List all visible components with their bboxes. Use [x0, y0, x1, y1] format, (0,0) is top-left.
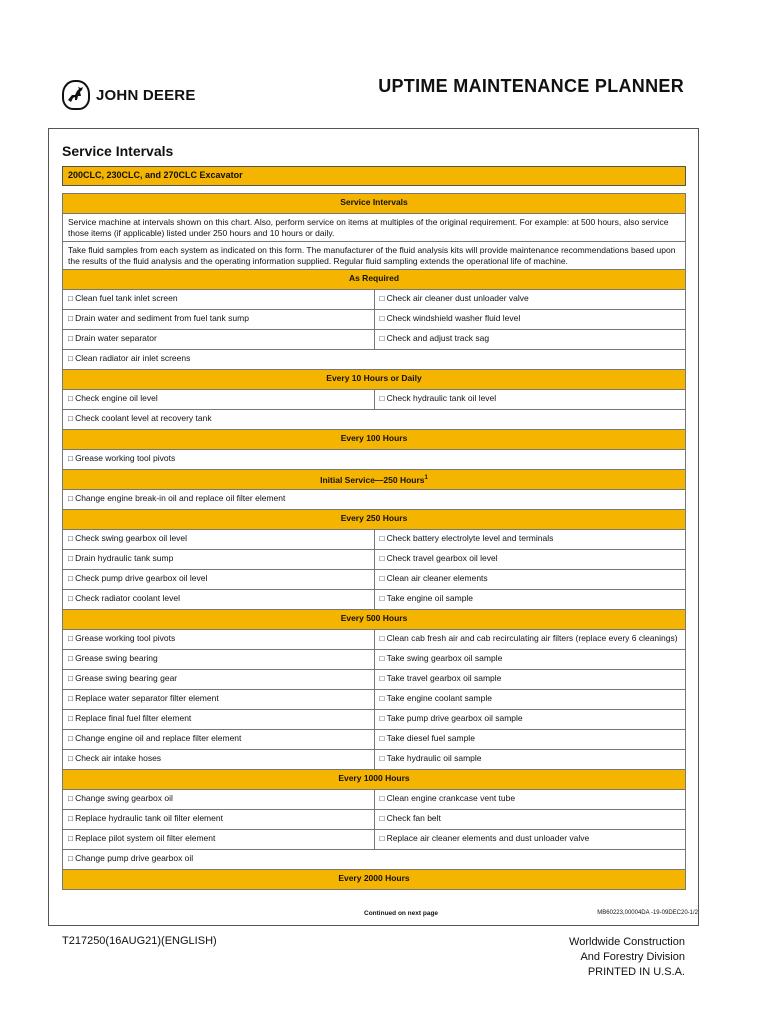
- task-cell: [63, 650, 375, 670]
- interval-title: Every 2000 Hours: [338, 873, 410, 883]
- checkbox-icon[interactable]: □: [379, 394, 387, 403]
- task-cell: [374, 570, 686, 590]
- section-title: Service Intervals: [62, 143, 174, 159]
- task-label: Replace water separator filter element: [75, 693, 219, 703]
- task-row: [63, 850, 686, 870]
- checkbox-icon[interactable]: □: [68, 594, 76, 603]
- task-cell: [374, 790, 686, 810]
- checkbox-icon[interactable]: □: [68, 754, 76, 763]
- task-cell: [374, 290, 686, 310]
- interval-header-row: [63, 470, 686, 490]
- task-row: [63, 690, 686, 710]
- checkbox-icon[interactable]: □: [68, 734, 76, 743]
- interval-title: Initial Service—250 Hours: [320, 474, 425, 485]
- task-label: Drain hydraulic tank sump: [75, 553, 174, 563]
- interval-header: [63, 270, 686, 290]
- footer-division: [569, 935, 685, 980]
- task-label: Check swing gearbox oil level: [75, 533, 188, 543]
- checkbox-icon[interactable]: □: [68, 314, 76, 323]
- task-label: Grease working tool pivots: [75, 453, 176, 463]
- checkbox-icon[interactable]: □: [379, 674, 387, 683]
- checkbox-icon[interactable]: □: [68, 834, 76, 843]
- intro-paragraph: Service machine at intervals shown on this chart. Also, perform service on items at multiples of the original requirement. For example: at 500 hours, also service those items (if applicable) listed under 250 hours and 10 hours or daily.: [63, 214, 686, 242]
- checkbox-icon[interactable]: □: [68, 854, 76, 863]
- task-label: Replace pilot system oil filter element: [75, 833, 216, 843]
- task-label: Grease swing bearing gear: [75, 673, 178, 683]
- task-cell: [374, 590, 686, 610]
- task-label: Grease working tool pivots: [75, 633, 176, 643]
- interval-header: [63, 510, 686, 530]
- task-label: Take engine coolant sample: [386, 693, 492, 703]
- interval-header-row: [63, 194, 686, 214]
- checkbox-icon[interactable]: □: [68, 494, 76, 503]
- task-label: Change swing gearbox oil: [75, 793, 173, 803]
- task-label: Check pump drive gearbox oil level: [75, 573, 208, 583]
- checkbox-icon[interactable]: □: [379, 754, 387, 763]
- checkbox-icon[interactable]: □: [379, 314, 387, 323]
- task-row: [63, 810, 686, 830]
- task-cell: [63, 830, 375, 850]
- interval-header-row: [63, 270, 686, 290]
- task-row: [63, 290, 686, 310]
- interval-header: [63, 370, 686, 390]
- interval-header: [63, 870, 686, 890]
- task-label: Clean fuel tank inlet screen: [75, 293, 178, 303]
- document-id: MB60223,00004DA -19-09DEC20-1/2: [597, 910, 698, 916]
- task-cell: [374, 330, 686, 350]
- interval-header: [63, 610, 686, 630]
- task-row: [63, 710, 686, 730]
- task-row: [63, 550, 686, 570]
- task-label: Check battery electrolyte level and terminals: [386, 533, 554, 543]
- task-label: Clean air cleaner elements: [386, 573, 488, 583]
- checkbox-icon[interactable]: □: [379, 654, 387, 663]
- task-cell: [374, 550, 686, 570]
- footer-line: And Forestry Division: [580, 951, 685, 963]
- checkbox-icon[interactable]: □: [68, 414, 76, 423]
- task-row: [63, 830, 686, 850]
- task-cell: [63, 410, 686, 430]
- checkbox-icon[interactable]: □: [379, 634, 387, 643]
- task-row: [63, 350, 686, 370]
- task-row: [63, 790, 686, 810]
- interval-header: [63, 470, 686, 490]
- task-cell: [63, 810, 375, 830]
- task-label: Check travel gearbox oil level: [386, 553, 498, 563]
- task-label: Change engine break-in oil and replace oil filter element: [75, 493, 286, 503]
- task-row: [63, 750, 686, 770]
- interval-header: [63, 770, 686, 790]
- task-row: [63, 730, 686, 750]
- task-cell: [63, 710, 375, 730]
- checkbox-icon[interactable]: □: [379, 714, 387, 723]
- service-intervals-table: [62, 193, 686, 890]
- task-cell: [374, 730, 686, 750]
- checkbox-icon[interactable]: □: [68, 654, 76, 663]
- task-row: [63, 310, 686, 330]
- checkbox-icon[interactable]: □: [68, 814, 76, 823]
- checkbox-icon[interactable]: □: [379, 534, 387, 543]
- task-cell: [63, 630, 375, 650]
- task-label: Take engine oil sample: [386, 593, 474, 603]
- task-label: Change engine oil and replace filter element: [75, 733, 242, 743]
- interval-header: [63, 194, 686, 214]
- task-cell: [63, 750, 375, 770]
- interval-title: Every 10 Hours or Daily: [326, 373, 422, 383]
- task-cell: [63, 690, 375, 710]
- task-label: Take travel gearbox oil sample: [386, 673, 502, 683]
- checkbox-icon[interactable]: □: [68, 694, 76, 703]
- task-label: Check engine oil level: [75, 393, 158, 403]
- task-row: [63, 390, 686, 410]
- task-cell: [374, 670, 686, 690]
- task-row: [63, 570, 686, 590]
- intro-row: [63, 214, 686, 242]
- task-label: Replace final fuel filter element: [75, 713, 192, 723]
- task-label: Change pump drive gearbox oil: [75, 853, 194, 863]
- footer-line: PRINTED IN U.S.A.: [587, 966, 685, 978]
- task-cell: [63, 730, 375, 750]
- task-label: Drain water separator: [75, 333, 157, 343]
- task-label: Check fan belt: [386, 813, 441, 823]
- task-label: Check radiator coolant level: [75, 593, 180, 603]
- checkbox-icon[interactable]: □: [379, 594, 387, 603]
- checkbox-icon[interactable]: □: [68, 354, 76, 363]
- footer-line: Worldwide Construction: [569, 936, 685, 948]
- task-cell: [374, 310, 686, 330]
- checkbox-icon[interactable]: □: [68, 294, 76, 303]
- task-cell: [374, 630, 686, 650]
- task-cell: [63, 290, 375, 310]
- task-row: [63, 590, 686, 610]
- task-label: Check and adjust track sag: [386, 333, 490, 343]
- checkbox-icon[interactable]: □: [68, 794, 76, 803]
- task-cell: [63, 550, 375, 570]
- checkbox-icon[interactable]: □: [68, 334, 76, 343]
- footnote-marker: 1: [424, 475, 428, 481]
- interval-title: Every 100 Hours: [340, 433, 408, 443]
- interval-title: Every 500 Hours: [340, 613, 408, 623]
- task-label: Take hydraulic oil sample: [386, 753, 482, 763]
- task-cell: [374, 830, 686, 850]
- task-cell: [374, 750, 686, 770]
- checkbox-icon[interactable]: □: [68, 714, 76, 723]
- task-label: Clean cab fresh air and cab recirculating air filters (replace every 6 cleanings): [386, 633, 678, 643]
- interval-header-row: [63, 870, 686, 890]
- checkbox-icon[interactable]: □: [68, 634, 76, 643]
- task-cell: [63, 530, 375, 550]
- task-cell: [63, 590, 375, 610]
- interval-title: Every 250 Hours: [340, 513, 408, 523]
- checkbox-icon[interactable]: □: [68, 394, 76, 403]
- task-cell: [374, 710, 686, 730]
- task-label: Check coolant level at recovery tank: [75, 413, 212, 423]
- interval-title: Service Intervals: [340, 197, 408, 207]
- task-row: [63, 670, 686, 690]
- model-bar: 200CLC, 230CLC, and 270CLC Excavator: [62, 166, 686, 186]
- task-cell: [63, 390, 375, 410]
- interval-title: Every 1000 Hours: [338, 773, 410, 783]
- page-title: UPTIME MAINTENANCE PLANNER: [378, 76, 684, 96]
- task-label: Take pump drive gearbox oil sample: [386, 713, 523, 723]
- task-label: Grease swing bearing: [75, 653, 158, 663]
- task-row: [63, 490, 686, 510]
- interval-header-row: [63, 610, 686, 630]
- checkbox-icon[interactable]: □: [68, 554, 76, 563]
- task-label: Replace air cleaner elements and dust unloader valve: [386, 833, 590, 843]
- task-label: Replace hydraulic tank oil filter element: [75, 813, 223, 823]
- checkbox-icon[interactable]: □: [379, 694, 387, 703]
- checkbox-icon[interactable]: □: [379, 834, 387, 843]
- checkbox-icon[interactable]: □: [379, 734, 387, 743]
- interval-title: As Required: [348, 273, 400, 283]
- task-cell: [374, 530, 686, 550]
- task-label: Drain water and sediment from fuel tank sump: [75, 313, 249, 323]
- checkbox-icon[interactable]: □: [68, 574, 76, 583]
- task-label: Take diesel fuel sample: [386, 733, 475, 743]
- task-cell: [63, 330, 375, 350]
- task-cell: [63, 310, 375, 330]
- task-row: [63, 530, 686, 550]
- intro-paragraph: Take fluid samples from each system as indicated on this form. The manufacturer of the fluid analysis kits will provide maintenance recommendations based upon the results of the fluid analysis and the operating information supplied. Regular fluid sampling extends the operational life of machine.: [63, 242, 686, 270]
- interval-header-row: [63, 430, 686, 450]
- interval-header-row: [63, 510, 686, 530]
- interval-header-row: [63, 770, 686, 790]
- deer-icon: [62, 80, 90, 110]
- task-cell: [374, 390, 686, 410]
- task-cell: [374, 690, 686, 710]
- checkbox-icon[interactable]: □: [68, 454, 76, 463]
- task-row: [63, 450, 686, 470]
- footer-publication-code: T217250(16AUG21)(ENGLISH): [62, 935, 217, 947]
- task-row: [63, 630, 686, 650]
- task-cell: [63, 570, 375, 590]
- intro-row: [63, 242, 686, 270]
- task-cell: [374, 810, 686, 830]
- task-label: Clean radiator air inlet screens: [75, 353, 191, 363]
- checkbox-icon[interactable]: □: [379, 554, 387, 563]
- task-cell: [63, 450, 686, 470]
- task-cell: [63, 850, 686, 870]
- checkbox-icon[interactable]: □: [379, 574, 387, 583]
- checkbox-icon[interactable]: □: [379, 794, 387, 803]
- task-cell: [63, 350, 686, 370]
- task-label: Clean engine crankcase vent tube: [386, 793, 516, 803]
- task-label: Check air cleaner dust unloader valve: [386, 293, 529, 303]
- task-row: [63, 330, 686, 350]
- task-cell: [374, 650, 686, 670]
- task-label: Check windshield washer fluid level: [386, 313, 521, 323]
- brand-name: JOHN DEERE: [96, 86, 196, 104]
- task-row: [63, 410, 686, 430]
- task-cell: [63, 490, 686, 510]
- task-label: Check air intake hoses: [75, 753, 162, 763]
- task-cell: [63, 790, 375, 810]
- checkbox-icon[interactable]: □: [379, 294, 387, 303]
- task-row: [63, 650, 686, 670]
- task-label: Take swing gearbox oil sample: [386, 653, 503, 663]
- continued-note: Continued on next page: [364, 910, 439, 917]
- task-cell: [63, 670, 375, 690]
- john-deere-logo: [62, 80, 196, 110]
- task-label: Check hydraulic tank oil level: [386, 393, 497, 403]
- interval-header-row: [63, 370, 686, 390]
- interval-header: [63, 430, 686, 450]
- checkbox-icon[interactable]: □: [68, 534, 76, 543]
- checkbox-icon[interactable]: □: [379, 814, 387, 823]
- checkbox-icon[interactable]: □: [68, 674, 76, 683]
- checkbox-icon[interactable]: □: [379, 334, 387, 343]
